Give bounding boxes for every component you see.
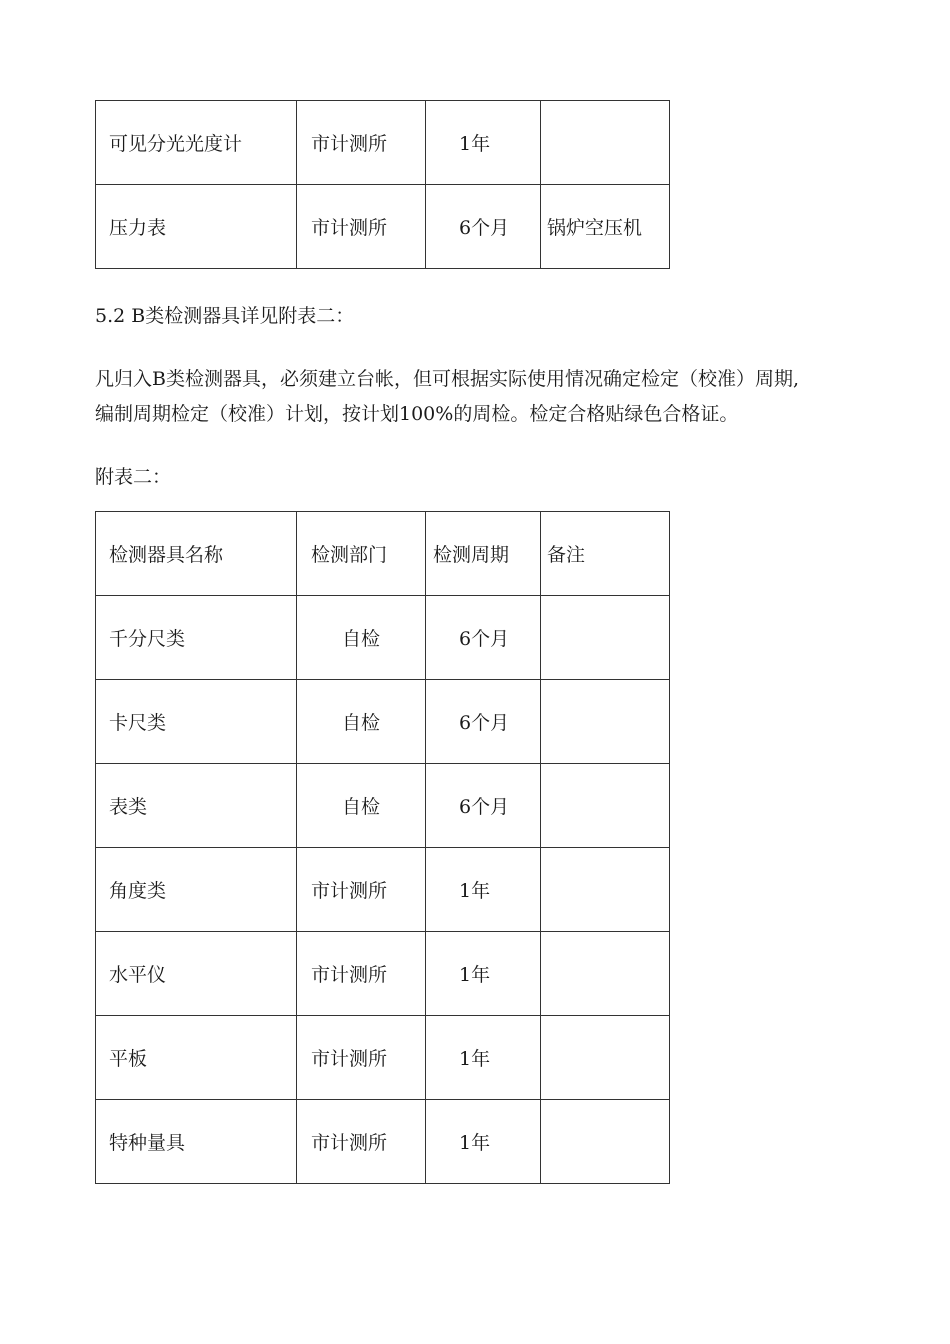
- table-row: [96, 764, 670, 848]
- note-cell: [541, 932, 670, 1016]
- period-cell: 1年: [426, 848, 541, 932]
- period-cell: 1年: [426, 932, 541, 1016]
- table-row: [96, 680, 670, 764]
- column-header-note: 备注: [541, 512, 670, 596]
- section-heading: 5.2 B类检测器具详见附表二：: [95, 305, 355, 327]
- column-header-period: 检测周期: [426, 512, 541, 596]
- period-cell: 6个月: [426, 764, 541, 848]
- table-row: [96, 848, 670, 932]
- instrument-table-a: [95, 100, 670, 269]
- department-cell: 自检: [297, 764, 426, 848]
- body-paragraph-line: 凡归入B类检测器具，必须建立台帐，但可根据实际使用情况确定检定（校准）周期,: [95, 368, 800, 390]
- department-cell: 市计测所: [297, 848, 426, 932]
- instrument-name-cell: 千分尺类: [96, 596, 297, 680]
- table-header-row: [96, 512, 670, 596]
- note-cell: [541, 1100, 670, 1184]
- period-cell: 1年: [426, 1100, 541, 1184]
- instrument-name-cell: 平板: [96, 1016, 297, 1100]
- instrument-name-cell: 表类: [96, 764, 297, 848]
- instrument-name-cell: 水平仪: [96, 932, 297, 1016]
- body-paragraph-line: 编制周期检定（校准）计划，按计划100%的周检。检定合格贴绿色合格证。: [95, 403, 739, 425]
- table-row: [96, 185, 670, 269]
- note-cell: [541, 596, 670, 680]
- department-cell: 自检: [297, 596, 426, 680]
- note-cell: [541, 1016, 670, 1100]
- note-cell: [541, 764, 670, 848]
- note-cell: [541, 848, 670, 932]
- period-cell: 6个月: [426, 596, 541, 680]
- note-cell: [541, 101, 670, 185]
- department-cell: 市计测所: [297, 1016, 426, 1100]
- instrument-name-cell: 可见分光光度计: [96, 101, 297, 185]
- note-cell: 锅炉空压机: [541, 185, 670, 269]
- instrument-name-cell: 压力表: [96, 185, 297, 269]
- period-cell: 1年: [426, 101, 541, 185]
- period-cell: 6个月: [426, 680, 541, 764]
- instrument-name-cell: 角度类: [96, 848, 297, 932]
- table-row: [96, 1100, 670, 1184]
- table-row: [96, 596, 670, 680]
- appendix-label: 附表二：: [95, 466, 172, 488]
- table-row: [96, 1016, 670, 1100]
- instrument-name-cell: 特种量具: [96, 1100, 297, 1184]
- period-cell: 1年: [426, 1016, 541, 1100]
- department-cell: 市计测所: [297, 1100, 426, 1184]
- instrument-name-cell: 卡尺类: [96, 680, 297, 764]
- department-cell: 市计测所: [297, 101, 426, 185]
- column-header-name: 检测器具名称: [96, 512, 297, 596]
- table-row: [96, 932, 670, 1016]
- instrument-table-b: [95, 511, 670, 1184]
- note-cell: [541, 680, 670, 764]
- period-cell: 6个月: [426, 185, 541, 269]
- department-cell: 自检: [297, 680, 426, 764]
- department-cell: 市计测所: [297, 185, 426, 269]
- department-cell: 市计测所: [297, 932, 426, 1016]
- table-row: [96, 101, 670, 185]
- column-header-department: 检测部门: [297, 512, 426, 596]
